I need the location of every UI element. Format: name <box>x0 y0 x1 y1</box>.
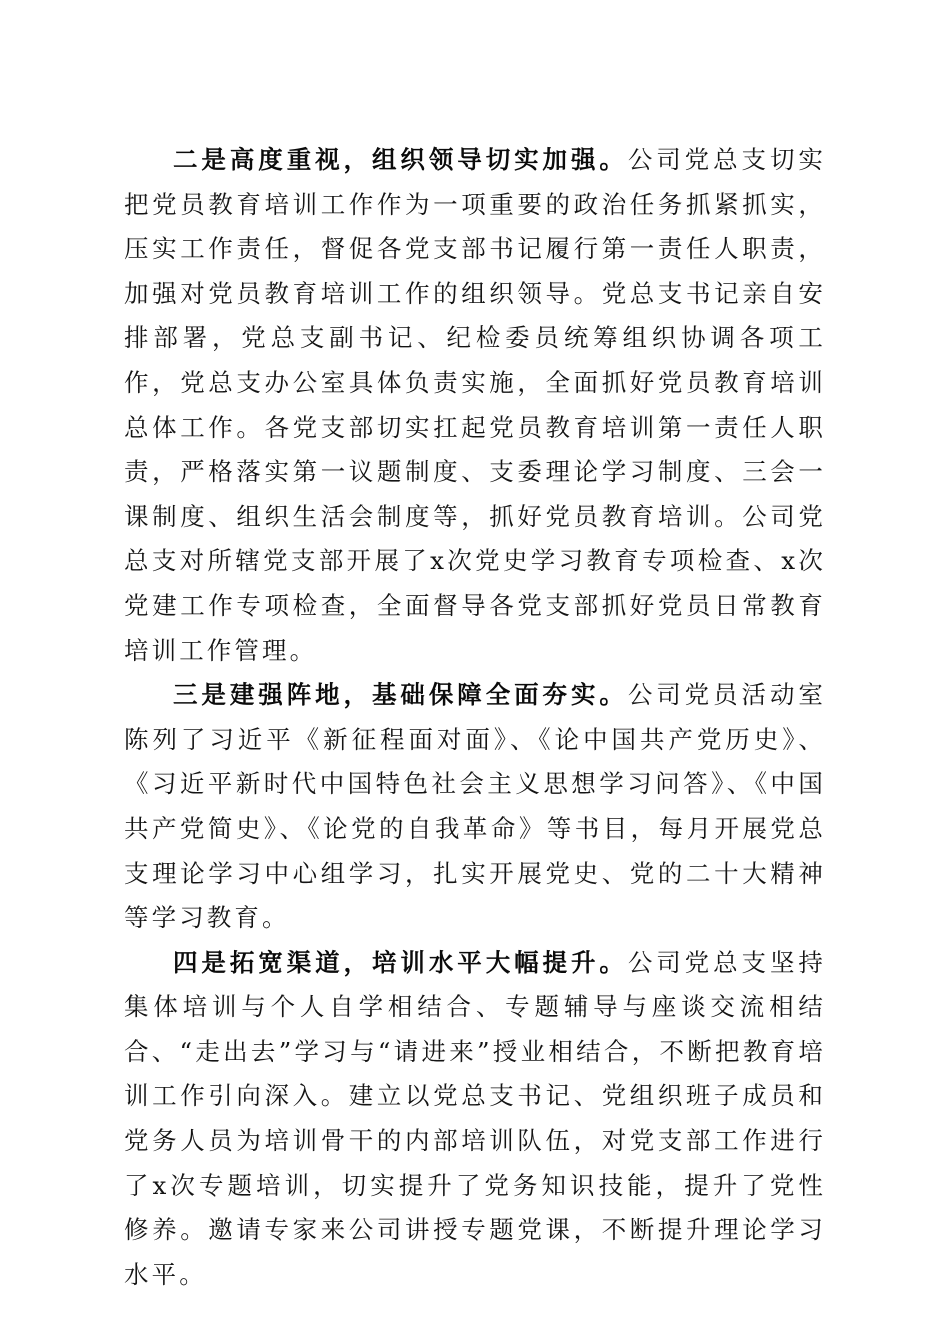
paragraph-heading: 四是拓宽渠道，培训水平大幅提升。 <box>173 947 628 977</box>
paragraph-text: 公司党总支坚持集体培训与个人自学相结合、专题辅导与座谈交流相结合、“走出去”学习与“请进来”授业相结合，不断把教育培训工作引向深入。建立以党总支书记、党组织班子成员和党务人员为培训骨干的内部培训队伍，对党支部工作进行了x次专题培训，切实提升了党务知识技能，提升了党性修养。邀请专家来公司讲授专题党课，不断提升理论学习水平。 <box>124 947 826 1289</box>
paragraph-text: 公司党总支切实把党员教育培训工作作为一项重要的政治任务抓紧抓实，压实工作责任，督促各党支部书记履行第一责任人职责，加强对党员教育培训工作的组织领导。党总支书记亲自安排部署，党总支副书记、纪检委员统筹组织协调各项工作，党总支办公室具体负责实施，全面抓好党员教育培训总体工作。各党支部切实扛起党员教育培训第一责任人职责，严格落实第一议题制度、支委理论学习制度、三会一课制度、组织生活会制度等，抓好党员教育培训。公司党总支对所辖党支部开展了x次党史学习教育专项检查、x次党建工作专项检查，全面督导各党支部抓好党员日常教育培训工作管理。 <box>124 145 826 665</box>
paragraph-foundation <box>124 673 826 941</box>
paragraph-leadership <box>124 138 826 673</box>
document-body <box>124 138 826 1297</box>
paragraph-heading: 三是建强阵地，基础保障全面夯实。 <box>173 680 628 710</box>
paragraph-channels <box>124 941 826 1298</box>
paragraph-text: 公司党员活动室陈列了习近平《新征程面对面》、《论中国共产党历史》、《习近平新时代中国特色社会主义思想学习问答》、《中国共产党简史》、《论党的自我革命》等书目，每月开展党总支理论学习中心组学习，扎实开展党史、党的二十大精神等学习教育。 <box>124 680 826 933</box>
paragraph-heading: 二是高度重视，组织领导切实加强。 <box>173 145 628 174</box>
